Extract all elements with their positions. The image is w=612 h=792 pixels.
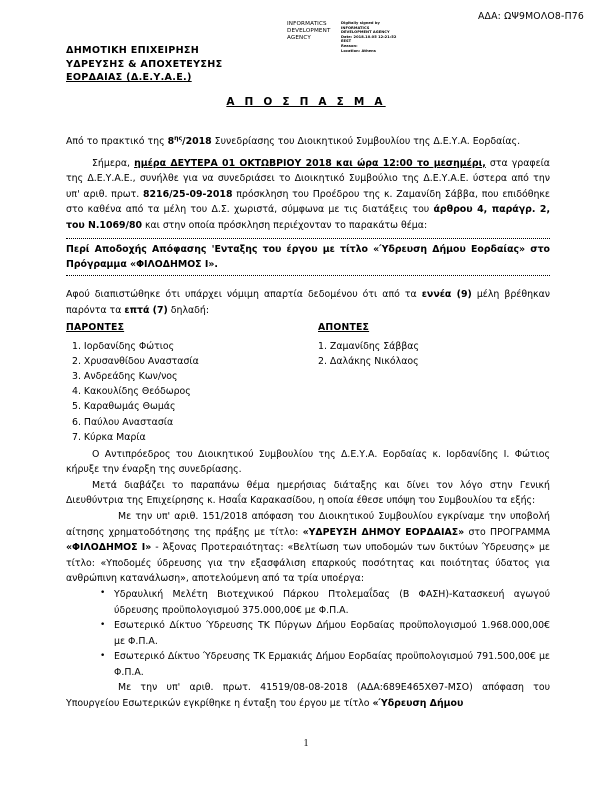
present-members-count: επτά (7) xyxy=(124,304,168,316)
ministry-project-title: «Ύδρευση Δήμου xyxy=(372,698,464,710)
list-item: 4. Κακουλίδης Θεόδωρος xyxy=(72,386,191,398)
ministry-paragraph xyxy=(66,680,550,711)
session-year: /2018 xyxy=(182,136,212,147)
attendance-columns xyxy=(66,339,550,447)
list-item: • Υδραυλική Μελέτη Βιοτεχνικού Πάρκου Πτολεμαΐδας (Β ΦΑΣΗ)-Κατασκευή αγωγού ύδρευσης προϋπολογισμού 375.000,00€ με Φ.Π.Α. xyxy=(100,587,550,618)
decision-paragraph xyxy=(66,509,550,587)
signature-detail-line: INFORMATICS xyxy=(341,25,370,30)
organization-header xyxy=(66,44,222,85)
subprojects-list xyxy=(66,587,550,681)
convocation-part-3: πρόσκληση του Προέδρου της κ. Ζαμανίδη Σάββα, που επιδόθηκε στο καθένα από τα μέλη του Δ.Σ. χωριστά, σύμφωνα με τις διατάξεις του xyxy=(66,188,550,216)
list-item: 3. Ανδρεάδης Κων/νος xyxy=(72,370,178,382)
convocation-part-2: στα γραφεία της Δ.Ε.Υ.Α.Ε., συνήλθε για να συνεδριάσει το Διοικητικό Συμβούλιο της Δ.Ε.Υ.Α.Ε. ύστερα από την υπ' αριθ. πρωτ. xyxy=(66,157,550,200)
absent-members-list xyxy=(318,339,419,369)
list-item: 2. Δαλάκης Νικόλαος xyxy=(318,355,419,367)
intro-part-1: Από το πρακτικό της xyxy=(66,136,168,147)
signature-detail-line: Digitally signed by xyxy=(341,21,380,25)
convocation-paragraph xyxy=(66,156,550,234)
org-line-2: ΥΔΡΕΥΣΗΣ & ΑΠΟΧΕΤΕΥΣΗΣ xyxy=(66,58,223,70)
decision-part-3: - Άξονας Προτεραιότητας: «Βελτίωση των υποδομών των δικτύων Ύδρευσης» με τίτλο: «Υποδομές ύδρευσης για την εξασφάλιση επαρκούς ποσότητας και ποιότητας ύδατος για ανθρώπινη κατανάλωση», αποτελούμενη από τα τρία υποέργα: xyxy=(66,542,550,585)
list-item: • Εσωτερικό Δίκτυο Ύδρευσης ΤΚ Πύργων Δήμου Εορδαίας προϋπολογισμού 1.968.000,00€ με Φ.Π.Α. xyxy=(100,618,550,649)
present-header: ΠΑΡΟΝΤΕΣ xyxy=(66,321,125,333)
quorum-part-1: Αφού διαπιστώθηκε ότι υπάρχει νόμιμη απαρτία δεδομένου ότι από τα xyxy=(66,289,422,301)
list-item: 1. Ιορδανίδης Φώτιος xyxy=(72,340,175,352)
meeting-datetime: ημέρα ΔΕΥΤΕΡΑ 01 ΟΚΤΩΒΡΙΟΥ 2018 και ώρα 12:00 το μεσημέρι, xyxy=(134,157,486,169)
convocation-part-1: Σήμερα, xyxy=(92,157,135,169)
signature-detail-line: DEVELOPMENT AGENCY xyxy=(341,30,390,35)
list-item: 7. Κύρκα Μαρία xyxy=(72,431,146,443)
signature-detail-line: Location: Athens xyxy=(341,48,376,53)
present-members-list xyxy=(72,339,199,445)
page-number: 1 xyxy=(303,738,309,749)
list-item: 5. Καραθωμάς Θωμάς xyxy=(72,401,176,413)
project-title: «ΥΔΡΕΥΣΗ ΔΗΜΟΥ ΕΟΡΔΑΙΑΣ» xyxy=(302,526,465,538)
decision-part-2: στο ΠΡΟΓΡΑΜΜΑ xyxy=(464,526,551,538)
org-line-1: ΔΗΜΟΤΙΚΗ ΕΠΙΧΕΙΡΗΣΗ xyxy=(66,45,200,56)
org-line-3: ΕΟΡΔΑΙΑΣ (Δ.Ε.Υ.Α.Ε.) xyxy=(66,72,192,84)
agenda-intro-paragraph: Μετά διαβάζει το παραπάνω θέμα ημερήσιας διάταξης και δίνει τον λόγο στην Γενική Διευθύντρια της Επιχείρησης κ. Ησαΐα Καρακασίδου, η οποία έθεσε υπόψη του Συμβουλίου τα εξής: xyxy=(66,479,550,507)
list-item: • Εσωτερικό Δίκτυο Ύδρευσης ΤΚ Ερμακιάς Δήμου Εορδαίας προϋπολογισμού 791.500,00€ με Φ.Π.Α. xyxy=(100,649,550,680)
ada-reference-number: ΑΔΑ: ΩΨ9ΜΟΛΟ8-Π76 xyxy=(477,11,584,22)
intro-part-2: Συνεδρίασης του Διοικητικού Συμβουλίου της Δ.Ε.Υ.Α. Εορδαίας. xyxy=(211,136,521,147)
intro-paragraph xyxy=(66,134,550,150)
decision-part-1: Με την υπ' αριθ. 151/2018 απόφαση του Διοικητικού Συμβουλίου εγκρίναμε την υποβολή αίτησης χρηματοδότησης της πράξης με τίτλο: xyxy=(66,510,550,538)
legal-reference: άρθρου 4, παράγρ. 2, του Ν.1069/80 xyxy=(66,204,551,231)
digital-signature-stamp xyxy=(287,21,399,53)
total-members: εννέα (9) xyxy=(421,289,472,301)
absent-header: ΑΠΟΝΤΕΣ xyxy=(318,321,370,333)
opening-paragraph: Ο Αντιπρόεδρος του Διοικητικού Συμβουλίου της Δ.Ε.Υ.Α. Εορδαίας κ. Ιορδανίδης Ι. Φώτιος κήρυξε την έναρξη της συνεδρίασης. xyxy=(66,448,550,476)
signature-detail-line: Date: 2018.10.05 12:21:52 xyxy=(341,34,397,39)
document-body xyxy=(66,134,550,712)
quorum-part-2: μέλη βρέθηκαν παρόντα τα xyxy=(66,289,550,316)
list-item: 6. Παύλου Αναστασία xyxy=(72,416,174,428)
quorum-part-3: δηλαδή: xyxy=(167,304,210,316)
convocation-part-4: και στην οποία πρόσκληση περιέχονταν το παρακάτω θέμα: xyxy=(142,219,428,231)
session-number-suffix: ης xyxy=(174,134,183,142)
list-item: 1. Ζαμανίδης Σάββας xyxy=(318,340,419,352)
subject-block: Περί Αποδοχής Απόφασης 'Ενταξης του έργου με τίτλο «Ύδρευση Δήμου Εορδαίας» στο Πρόγραμμα «ΦΙΛΟΔΗΜΟΣ Ι». xyxy=(66,238,550,277)
protocol-number: 8216/25-09-2018 xyxy=(143,188,233,200)
session-number: 8 xyxy=(167,136,175,147)
signature-detail-line: EEST xyxy=(341,39,352,44)
attendance-headers xyxy=(66,320,550,336)
ministry-part-1: Με την υπ' αριθ. πρωτ. 41519/08-08-2018 (ΑΔΑ:689Ε465ΧΘ7-ΜΣΟ) απόφαση του Υπουργείου Εσωτερικών εγκρίθηκε η ένταξη του έργου με τίτλο xyxy=(66,682,550,710)
quorum-paragraph xyxy=(66,287,550,318)
signature-details xyxy=(341,21,397,53)
program-name: «ΦΙΛΟΔΗΜΟΣ Ι» xyxy=(66,542,152,554)
signature-agency-name: INFORMATICS DEVELOPMENT AGENCY xyxy=(287,21,331,42)
document-title: Α Π Ο Σ Π Α Σ Μ Α xyxy=(226,96,386,108)
signature-detail-line: Reason: xyxy=(341,43,358,48)
list-item: 2. Χρυσανθίδου Αναστασία xyxy=(72,355,199,367)
